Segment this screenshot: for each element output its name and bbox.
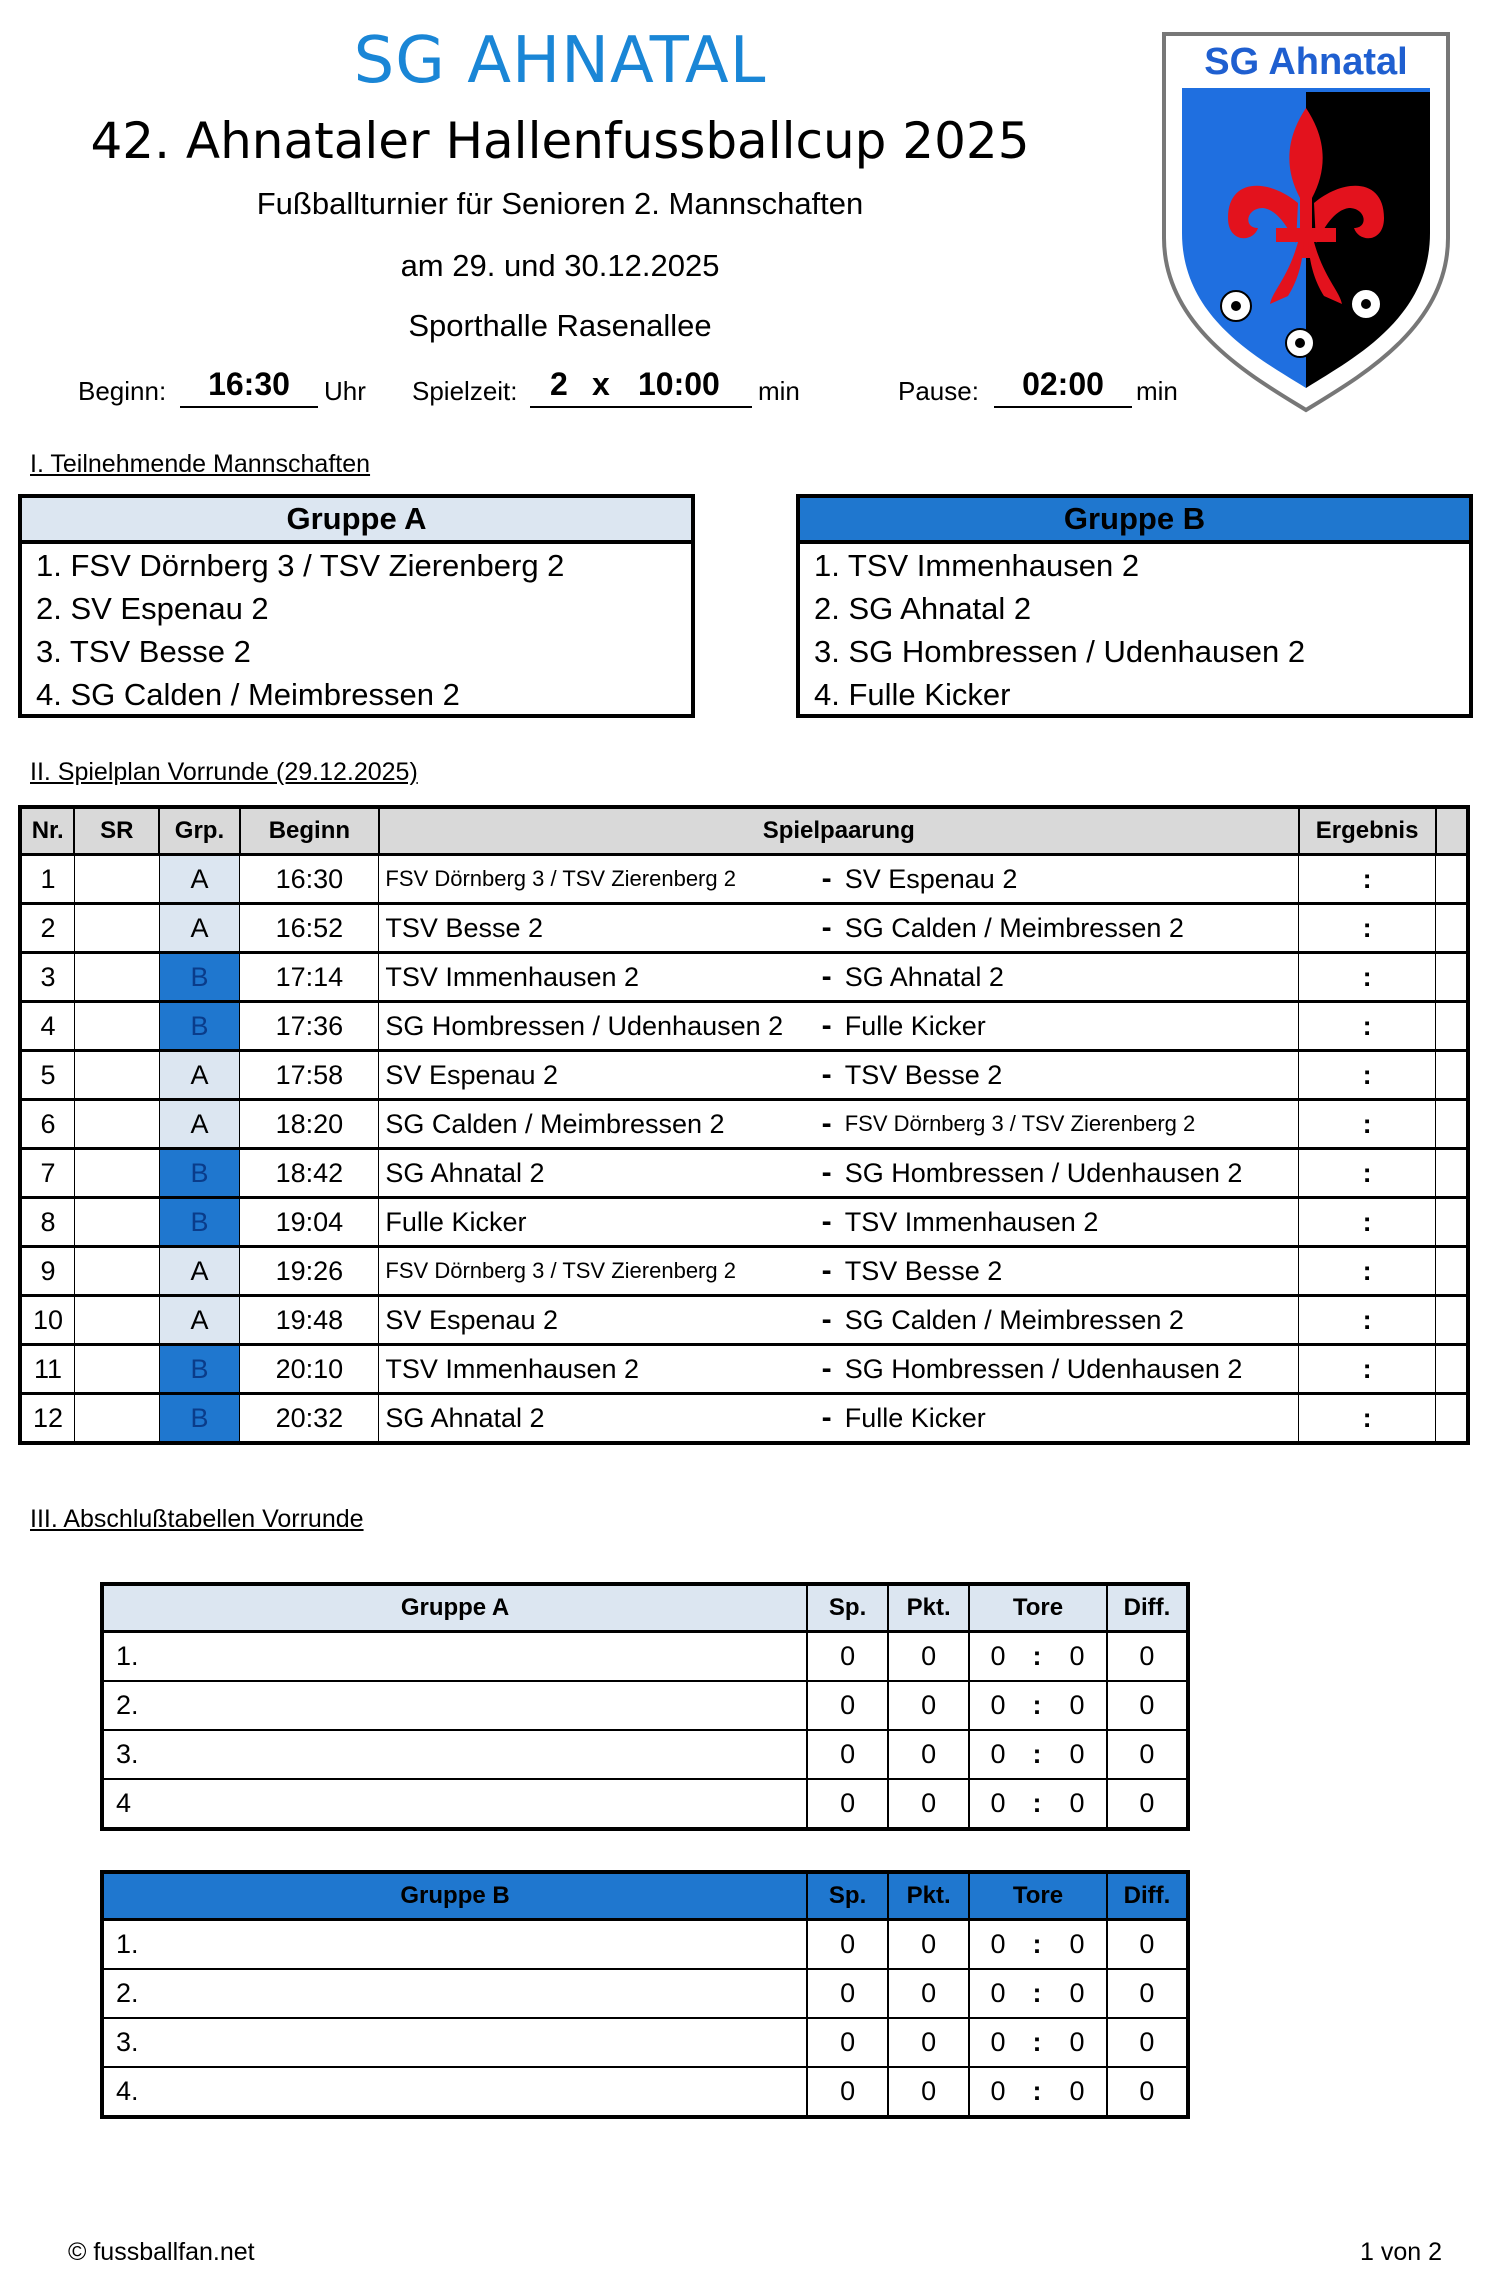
match-nr: 4	[20, 1002, 74, 1051]
home-team: TSV Immenhausen 2	[379, 953, 815, 1002]
result-cell: :	[1299, 1051, 1436, 1100]
standings-b-header	[102, 1872, 1188, 1920]
home-team: SV Espenau 2	[379, 1296, 815, 1345]
standings-row	[102, 1779, 1188, 1829]
goal-diff: 0	[1107, 2067, 1188, 2117]
points: 0	[888, 1969, 969, 2018]
away-team: FSV Dörnberg 3 / TSV Zierenberg 2	[839, 1100, 1299, 1149]
group-cell: A	[159, 1247, 240, 1296]
subtitle: Fußballturnier für Senioren 2. Mannschaften	[256, 186, 864, 221]
result-cell: :	[1299, 1296, 1436, 1345]
group-a-team: 1. FSV Dörnberg 3 / TSV Zierenberg 2	[36, 548, 565, 583]
referee-cell	[74, 1100, 159, 1149]
vs-dash: -	[815, 1345, 839, 1394]
vs-dash: -	[815, 1247, 839, 1296]
extra-cell	[1436, 1296, 1468, 1345]
schedule-row	[20, 1051, 1468, 1100]
points: 0	[888, 1730, 969, 1779]
group-b-team: 2. SG Ahnatal 2	[814, 591, 1032, 626]
standings-heading: III. Abschlußtabellen Vorrunde	[30, 1505, 364, 1533]
teams-heading: I. Teilnehmende Mannschaften	[30, 450, 371, 478]
venue: Sporthalle Rasenallee	[408, 308, 712, 343]
referee-cell	[74, 1247, 159, 1296]
games-played: 0	[807, 1681, 888, 1730]
home-team: SG Ahnatal 2	[379, 1394, 815, 1444]
extra-cell	[1436, 1198, 1468, 1247]
group-cell: A	[159, 904, 240, 953]
col-tore: Tore	[969, 1872, 1107, 1920]
rank-cell: 4	[102, 1779, 807, 1829]
col-sp: Sp.	[807, 1872, 888, 1920]
extra-cell	[1436, 953, 1468, 1002]
result-cell: :	[1299, 855, 1436, 904]
goals-for: 0	[969, 1730, 1026, 1779]
result-cell: :	[1299, 953, 1436, 1002]
vs-dash: -	[815, 1394, 839, 1444]
rank-cell: 1.	[102, 1920, 807, 1970]
group-a-team: 2. SV Espenau 2	[36, 591, 269, 626]
schedule-heading: II. Spielplan Vorrunde (29.12.2025)	[30, 758, 418, 786]
group-a-team: 4. SG Calden / Meimbressen 2	[36, 677, 460, 712]
goals-against: 0	[1048, 2018, 1107, 2067]
tournament-dates: am 29. und 30.12.2025	[400, 248, 720, 283]
home-team: SG Hombressen / Udenhausen 2	[379, 1002, 815, 1051]
standings-row	[102, 2067, 1188, 2117]
group-b-title: Gruppe B	[800, 498, 1469, 544]
match-nr: 3	[20, 953, 74, 1002]
group-cell: B	[159, 1149, 240, 1198]
referee-cell	[74, 904, 159, 953]
col-sr: SR	[74, 807, 159, 855]
vs-dash: -	[815, 1002, 839, 1051]
kickoff-time: 18:20	[240, 1100, 379, 1149]
match-nr: 8	[20, 1198, 74, 1247]
referee-cell	[74, 1296, 159, 1345]
club-crest-logo	[1158, 28, 1454, 416]
col-begin: Beginn	[240, 807, 379, 855]
standings-group-a	[100, 1582, 1190, 1831]
extra-cell	[1436, 1100, 1468, 1149]
col-match: Spielpaarung	[379, 807, 1299, 855]
group-cell: B	[159, 1002, 240, 1051]
match-nr: 2	[20, 904, 74, 953]
rank-cell: 3.	[102, 1730, 807, 1779]
col-diff: Diff.	[1107, 1584, 1188, 1632]
goals-against: 0	[1048, 1969, 1107, 2018]
referee-cell	[74, 855, 159, 904]
home-team: SG Ahnatal 2	[379, 1149, 815, 1198]
goals-against: 0	[1048, 1730, 1107, 1779]
extra-cell	[1436, 1002, 1468, 1051]
standings-row	[102, 1920, 1188, 1970]
home-team: FSV Dörnberg 3 / TSV Zierenberg 2	[379, 1247, 815, 1296]
away-team: Fulle Kicker	[839, 1394, 1299, 1444]
group-cell: A	[159, 1051, 240, 1100]
extra-cell	[1436, 1051, 1468, 1100]
kickoff-time: 19:48	[240, 1296, 379, 1345]
begin-label: Beginn:	[78, 376, 167, 406]
goals-colon: :	[1026, 2067, 1048, 2117]
kickoff-time: 20:32	[240, 1394, 379, 1444]
games-played: 0	[807, 1779, 888, 1829]
goals-against: 0	[1048, 1920, 1107, 1970]
pause-label: Pause:	[898, 376, 979, 406]
away-team: TSV Besse 2	[839, 1051, 1299, 1100]
vs-dash: -	[815, 953, 839, 1002]
group-b-team: 3. SG Hombressen / Udenhausen 2	[814, 634, 1306, 669]
playtime-field	[530, 366, 752, 408]
goal-diff: 0	[1107, 1730, 1188, 1779]
rank-cell: 4.	[102, 2067, 807, 2117]
home-team: SG Calden / Meimbressen 2	[379, 1100, 815, 1149]
vs-dash: -	[815, 1100, 839, 1149]
vs-dash: -	[815, 1296, 839, 1345]
group-b-team: 1. TSV Immenhausen 2	[814, 548, 1140, 583]
goals-for: 0	[969, 1632, 1026, 1682]
games-played: 0	[807, 1920, 888, 1970]
referee-cell	[74, 1002, 159, 1051]
schedule-row	[20, 1345, 1468, 1394]
away-team: SG Ahnatal 2	[839, 953, 1299, 1002]
col-grp: Grp.	[159, 807, 240, 855]
kickoff-time: 17:36	[240, 1002, 379, 1051]
footer-page-number: 1 von 2	[1359, 2238, 1442, 2266]
standings-row	[102, 1681, 1188, 1730]
standings-group-b	[100, 1870, 1190, 2119]
goals-for: 0	[969, 2018, 1026, 2067]
goals-for: 0	[969, 1920, 1026, 1970]
col-pkt: Pkt.	[888, 1584, 969, 1632]
group-cell: A	[159, 855, 240, 904]
extra-cell	[1436, 1345, 1468, 1394]
goal-diff: 0	[1107, 1681, 1188, 1730]
result-cell: :	[1299, 1394, 1436, 1444]
goals-colon: :	[1026, 1681, 1048, 1730]
goals-colon: :	[1026, 1632, 1048, 1682]
group-b-team: 4. Fulle Kicker	[814, 677, 1011, 712]
group-cell: B	[159, 953, 240, 1002]
away-team: SG Hombressen / Udenhausen 2	[839, 1345, 1299, 1394]
schedule-row	[20, 1002, 1468, 1051]
games-played: 0	[807, 2018, 888, 2067]
vs-dash: -	[815, 904, 839, 953]
col-result: Ergebnis	[1299, 807, 1436, 855]
standings-a-title: Gruppe A	[102, 1584, 807, 1632]
referee-cell	[74, 1345, 159, 1394]
playtime-value: 10:00	[638, 366, 720, 402]
match-nr: 5	[20, 1051, 74, 1100]
schedule-row	[20, 953, 1468, 1002]
games-played: 0	[807, 1730, 888, 1779]
goals-against: 0	[1048, 1632, 1107, 1682]
result-cell: :	[1299, 1198, 1436, 1247]
goals-for: 0	[969, 1969, 1026, 2018]
crest-text: SG Ahnatal	[1204, 41, 1408, 83]
kickoff-time: 19:26	[240, 1247, 379, 1296]
match-nr: 1	[20, 855, 74, 904]
schedule-row	[20, 1100, 1468, 1149]
kickoff-time: 16:30	[240, 855, 379, 904]
rank-cell: 2.	[102, 1681, 807, 1730]
match-nr: 7	[20, 1149, 74, 1198]
goals-for: 0	[969, 1681, 1026, 1730]
standings-row	[102, 1730, 1188, 1779]
standings-b-title: Gruppe B	[102, 1872, 807, 1920]
result-cell: :	[1299, 904, 1436, 953]
timing-row	[0, 366, 1180, 410]
begin-unit: Uhr	[324, 376, 366, 406]
referee-cell	[74, 1051, 159, 1100]
match-nr: 12	[20, 1394, 74, 1444]
games-played: 0	[807, 1969, 888, 2018]
group-b-box	[796, 494, 1473, 718]
goals-colon: :	[1026, 1779, 1048, 1829]
away-team: TSV Besse 2	[839, 1247, 1299, 1296]
group-a-box	[18, 494, 695, 718]
standings-row	[102, 1632, 1188, 1682]
goal-diff: 0	[1107, 1632, 1188, 1682]
footer-copyright: © fussballfan.net	[68, 2238, 255, 2266]
col-diff: Diff.	[1107, 1872, 1188, 1920]
group-a-title: Gruppe A	[22, 498, 691, 544]
points: 0	[888, 1632, 969, 1682]
extra-cell	[1436, 904, 1468, 953]
group-cell: B	[159, 1345, 240, 1394]
pause-value: 02:00	[994, 366, 1132, 408]
goals-for: 0	[969, 2067, 1026, 2117]
cup-title: 42. Ahnataler Hallenfussballcup 2025	[90, 112, 1030, 170]
col-nr: Nr.	[20, 807, 74, 855]
begin-value: 16:30	[180, 366, 318, 408]
schedule-row	[20, 855, 1468, 904]
goal-diff: 0	[1107, 2018, 1188, 2067]
result-cell: :	[1299, 1149, 1436, 1198]
schedule-row	[20, 1198, 1468, 1247]
result-cell: :	[1299, 1247, 1436, 1296]
playtime-x: x	[592, 366, 610, 402]
goals-colon: :	[1026, 1920, 1048, 1970]
group-cell: B	[159, 1198, 240, 1247]
playtime-label: Spielzeit:	[412, 376, 518, 406]
standings-row	[102, 2018, 1188, 2067]
referee-cell	[74, 1198, 159, 1247]
away-team: SG Calden / Meimbressen 2	[839, 904, 1299, 953]
away-team: SG Calden / Meimbressen 2	[839, 1296, 1299, 1345]
kickoff-time: 17:58	[240, 1051, 379, 1100]
away-team: SV Espenau 2	[839, 855, 1299, 904]
away-team: TSV Immenhausen 2	[839, 1198, 1299, 1247]
schedule-row	[20, 1296, 1468, 1345]
standings-a-header	[102, 1584, 1188, 1632]
goals-colon: :	[1026, 1730, 1048, 1779]
pause-unit: min	[1136, 376, 1178, 406]
schedule-header-row	[20, 807, 1468, 855]
goals-against: 0	[1048, 1681, 1107, 1730]
home-team: TSV Immenhausen 2	[379, 1345, 815, 1394]
extra-cell	[1436, 855, 1468, 904]
rank-cell: 1.	[102, 1632, 807, 1682]
schedule-row	[20, 904, 1468, 953]
games-played: 0	[807, 2067, 888, 2117]
away-team: SG Hombressen / Udenhausen 2	[839, 1149, 1299, 1198]
match-nr: 10	[20, 1296, 74, 1345]
kickoff-time: 19:04	[240, 1198, 379, 1247]
playtime-unit: min	[758, 376, 800, 406]
schedule-row	[20, 1247, 1468, 1296]
kickoff-time: 20:10	[240, 1345, 379, 1394]
col-pkt: Pkt.	[888, 1872, 969, 1920]
kickoff-time: 18:42	[240, 1149, 379, 1198]
group-cell: A	[159, 1296, 240, 1345]
goals-colon: :	[1026, 2018, 1048, 2067]
goal-diff: 0	[1107, 1920, 1188, 1970]
referee-cell	[74, 953, 159, 1002]
col-sp: Sp.	[807, 1584, 888, 1632]
goals-against: 0	[1048, 2067, 1107, 2117]
club-title: SG AHNATAL	[353, 24, 767, 98]
points: 0	[888, 2067, 969, 2117]
points: 0	[888, 1681, 969, 1730]
result-cell: :	[1299, 1002, 1436, 1051]
vs-dash: -	[815, 1051, 839, 1100]
games-played: 0	[807, 1632, 888, 1682]
rank-cell: 2.	[102, 1969, 807, 2018]
schedule-table	[18, 805, 1470, 1445]
match-nr: 9	[20, 1247, 74, 1296]
vs-dash: -	[815, 855, 839, 904]
group-cell: A	[159, 1100, 240, 1149]
kickoff-time: 17:14	[240, 953, 379, 1002]
goal-diff: 0	[1107, 1779, 1188, 1829]
away-team: Fulle Kicker	[839, 1002, 1299, 1051]
playtime-count: 2	[550, 366, 568, 402]
group-cell: B	[159, 1394, 240, 1444]
goal-diff: 0	[1107, 1969, 1188, 2018]
home-team: Fulle Kicker	[379, 1198, 815, 1247]
home-team: FSV Dörnberg 3 / TSV Zierenberg 2	[379, 855, 815, 904]
col-extra	[1436, 807, 1468, 855]
kickoff-time: 16:52	[240, 904, 379, 953]
standings-row	[102, 1969, 1188, 2018]
match-nr: 11	[20, 1345, 74, 1394]
result-cell: :	[1299, 1100, 1436, 1149]
referee-cell	[74, 1149, 159, 1198]
match-nr: 6	[20, 1100, 74, 1149]
goals-colon: :	[1026, 1969, 1048, 2018]
group-a-team: 3. TSV Besse 2	[36, 634, 251, 669]
vs-dash: -	[815, 1149, 839, 1198]
goals-for: 0	[969, 1779, 1026, 1829]
points: 0	[888, 1920, 969, 1970]
goals-against: 0	[1048, 1779, 1107, 1829]
extra-cell	[1436, 1149, 1468, 1198]
home-team: SV Espenau 2	[379, 1051, 815, 1100]
points: 0	[888, 2018, 969, 2067]
rank-cell: 3.	[102, 2018, 807, 2067]
extra-cell	[1436, 1394, 1468, 1444]
vs-dash: -	[815, 1198, 839, 1247]
points: 0	[888, 1779, 969, 1829]
schedule-row	[20, 1394, 1468, 1444]
home-team: TSV Besse 2	[379, 904, 815, 953]
col-tore: Tore	[969, 1584, 1107, 1632]
schedule-row	[20, 1149, 1468, 1198]
extra-cell	[1436, 1247, 1468, 1296]
referee-cell	[74, 1394, 159, 1444]
result-cell: :	[1299, 1345, 1436, 1394]
